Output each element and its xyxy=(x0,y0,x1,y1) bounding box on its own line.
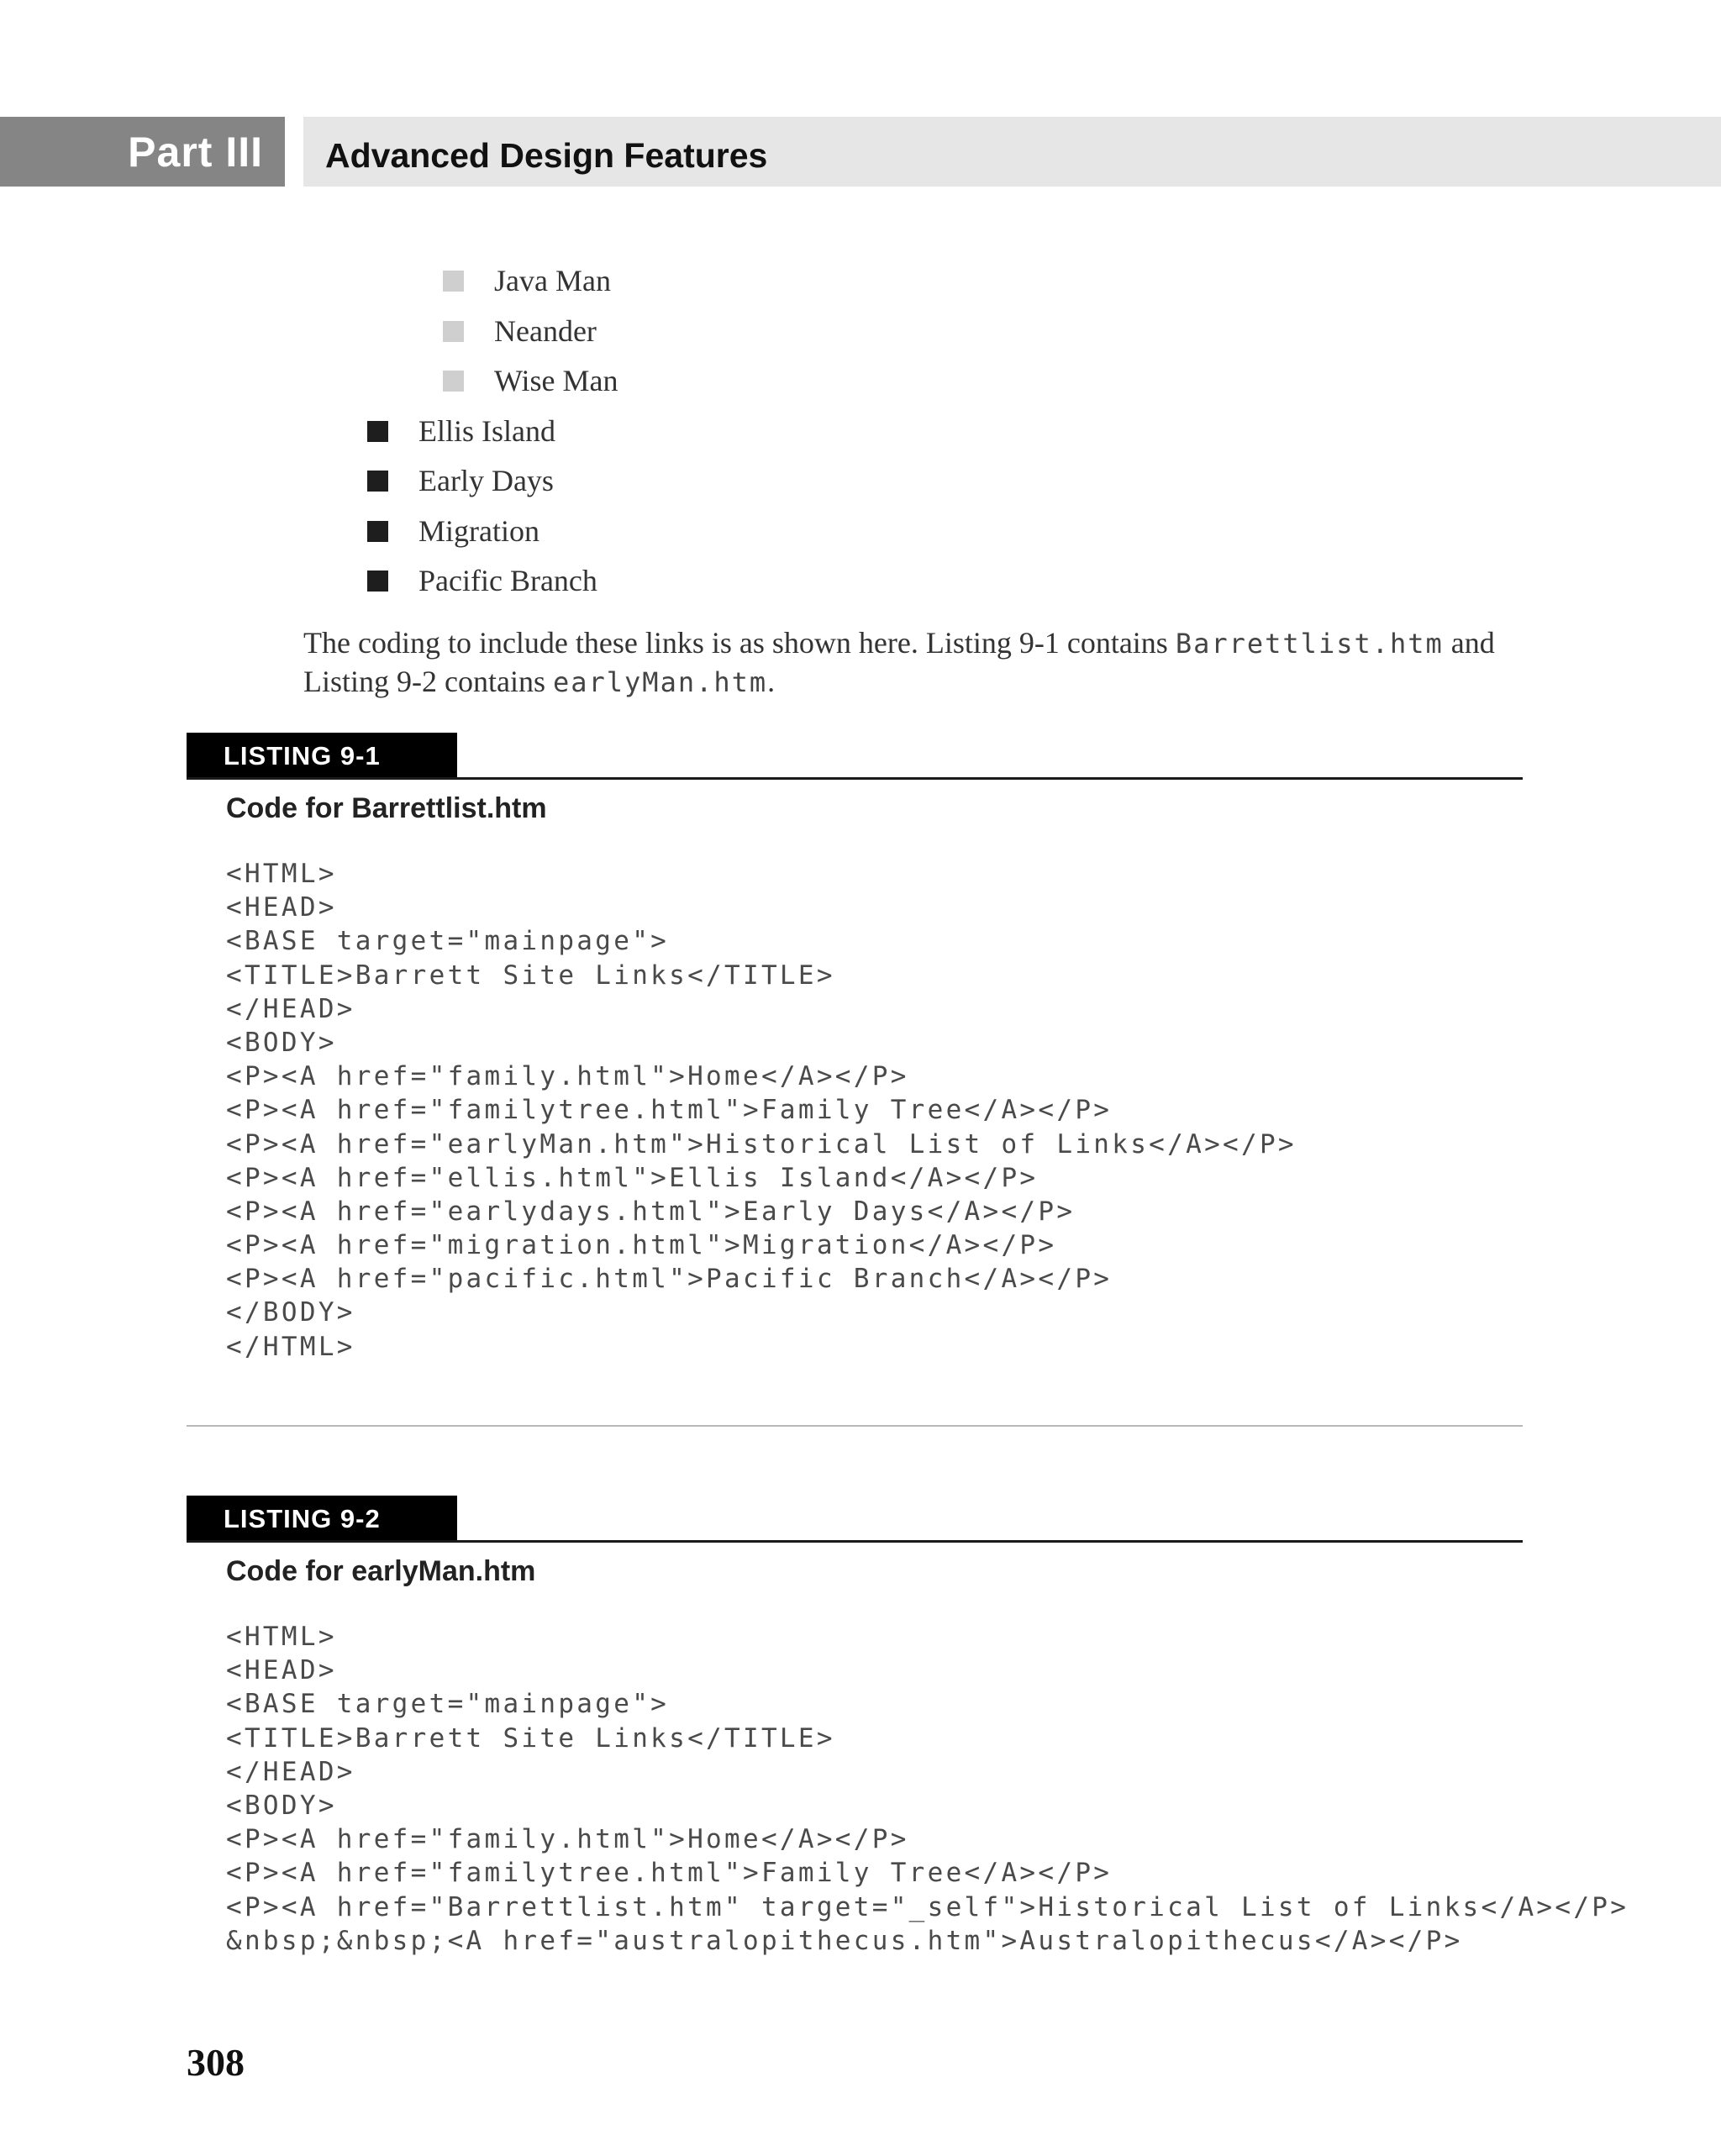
code-line: <BASE target="mainpage"> xyxy=(226,1689,670,1720)
section-title: Advanced Design Features xyxy=(325,136,768,175)
code-line: <TITLE>Barrett Site Links</TITLE> xyxy=(226,1722,835,1754)
list-item xyxy=(367,410,555,452)
code-line: <P><A href="ellis.html">Ellis Island</A></P> xyxy=(226,1162,1039,1193)
list-item xyxy=(443,260,611,302)
listing-rule xyxy=(187,1540,1523,1543)
code-line: <HEAD> xyxy=(226,892,337,923)
part-label: Part III xyxy=(128,128,263,176)
code-line: <P><A href="family.html">Home</A></P> xyxy=(226,1824,909,1855)
code-line: <P><A href="migration.html">Migration</A></P> xyxy=(226,1230,1057,1261)
listing-label-text: LISTING 9-1 xyxy=(224,740,381,770)
list-item-label: Ellis Island xyxy=(418,414,555,448)
code-line: <P><A href="pacific.html">Pacific Branch</A></P> xyxy=(226,1264,1113,1295)
bullet-square-icon xyxy=(367,521,388,542)
list-item-label: Migration xyxy=(418,514,539,548)
list-item xyxy=(443,310,597,352)
code-line: <P><A href="familytree.html">Family Tree</A></P> xyxy=(226,1095,1113,1126)
code-line: <BODY> xyxy=(226,1790,337,1821)
code-line: <BASE target="mainpage"> xyxy=(226,926,670,957)
code-line: <HTML> xyxy=(226,1622,337,1652)
list-item xyxy=(443,360,618,402)
code-line: <P><A href="Barrettlist.htm" target="_self">Historical List of Links</A></P> xyxy=(226,1891,1629,1922)
list-item-label: Wise Man xyxy=(494,364,618,397)
paragraph-text: The coding to include these links is as shown here. Listing 9-1 contains xyxy=(303,626,1176,660)
list-item xyxy=(367,510,539,552)
part-tab xyxy=(0,117,285,187)
code-listing xyxy=(226,857,1297,1364)
code-line: </HEAD> xyxy=(226,993,355,1024)
code-line: <TITLE>Barrett Site Links</TITLE> xyxy=(226,960,835,991)
list-item xyxy=(367,560,597,602)
list-item xyxy=(367,460,554,502)
code-line: <P><A href="family.html">Home</A></P> xyxy=(226,1061,909,1092)
code-line: <HEAD> xyxy=(226,1655,337,1686)
bullet-square-icon xyxy=(367,571,388,592)
list-item-label: Neander xyxy=(494,314,597,348)
code-line: <BODY> xyxy=(226,1027,337,1058)
bullet-square-icon xyxy=(367,471,388,492)
code-line: </BODY> xyxy=(226,1297,355,1328)
listing-rule xyxy=(187,777,1523,780)
section-title-band xyxy=(303,117,1721,187)
bullet-square-icon xyxy=(443,371,464,392)
code-line: <P><A href="earlyMan.htm">Historical List of Links</A></P> xyxy=(226,1128,1297,1160)
bullet-square-icon xyxy=(367,421,388,442)
paragraph-text: . xyxy=(767,665,776,698)
bullet-square-icon xyxy=(443,321,464,342)
code-line: </HTML> xyxy=(226,1331,355,1362)
divider xyxy=(187,1425,1523,1427)
listing-label xyxy=(187,1496,457,1542)
list-item-label: Java Man xyxy=(494,264,611,297)
code-line: &nbsp;&nbsp;<A href="australopithecus.htm">Australopithecus</A></P> xyxy=(226,1925,1463,1956)
code-line: <P><A href="familytree.html">Family Tree</A></P> xyxy=(226,1858,1113,1889)
filename-barrettlist: Barrettlist.htm xyxy=(1175,628,1444,660)
code-listing xyxy=(226,1620,1629,1958)
list-item-label: Pacific Branch xyxy=(418,564,597,597)
code-line: </HEAD> xyxy=(226,1756,355,1787)
paragraph-text: and Listing 9-2 contains xyxy=(303,626,1495,698)
code-line: <HTML> xyxy=(226,859,337,889)
intro-paragraph xyxy=(303,624,1522,702)
listing-label-text: LISTING 9-2 xyxy=(224,1503,381,1533)
listing-caption: Code for earlyMan.htm xyxy=(226,1555,536,1587)
code-line: <P><A href="earlydays.html">Early Days</A></P> xyxy=(226,1196,1076,1227)
listing-caption: Code for Barrettlist.htm xyxy=(226,792,547,824)
bullet-square-icon xyxy=(443,271,464,292)
page-number: 308 xyxy=(187,2041,245,2084)
listing-label xyxy=(187,733,457,779)
filename-earlyman: earlyMan.htm xyxy=(552,666,768,698)
list-item-label: Early Days xyxy=(418,464,554,497)
